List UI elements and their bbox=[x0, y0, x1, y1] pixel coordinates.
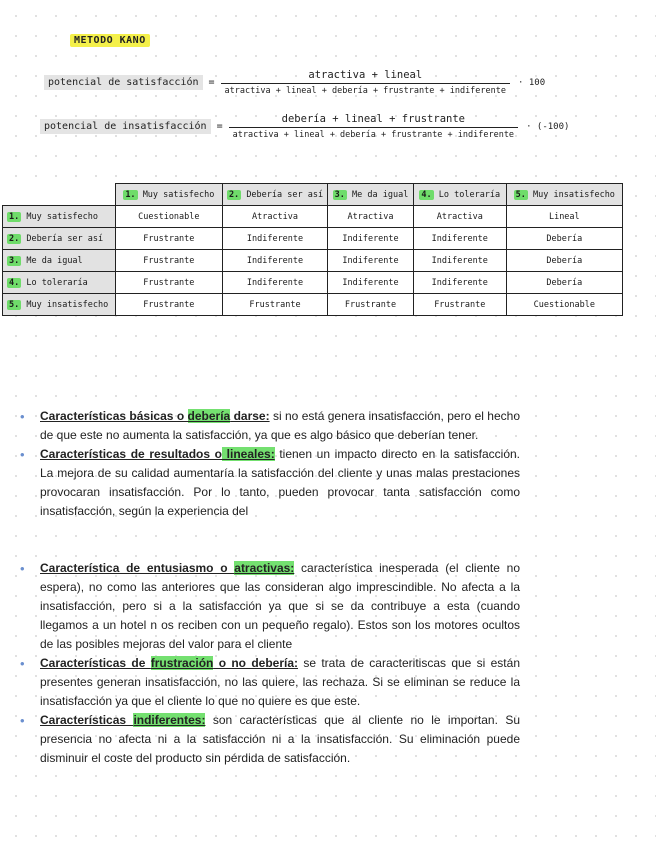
table-cell: Indiferente bbox=[328, 272, 414, 294]
table-cell: Indiferente bbox=[413, 250, 506, 272]
table-cell: Frustrante bbox=[115, 250, 222, 272]
row-header: 5. Muy insatisfecho bbox=[3, 294, 116, 316]
list-item bbox=[40, 407, 520, 445]
table-corner bbox=[3, 184, 116, 206]
denominator: atractiva + lineal + debería + frustrante + indiferente bbox=[229, 127, 518, 140]
term: Característica de entusiasmo o atractivas: bbox=[40, 561, 295, 575]
equals-sign: = bbox=[216, 121, 223, 132]
row-header: 4. Lo toleraría bbox=[3, 272, 116, 294]
dissatisfaction-formula bbox=[40, 113, 569, 140]
satisfaction-formula bbox=[44, 69, 545, 96]
satisfaction-label: potencial de satisfacción bbox=[44, 75, 203, 90]
table-header-row bbox=[3, 184, 623, 206]
term: Características de frustración o no debería: bbox=[40, 656, 299, 670]
fraction bbox=[229, 113, 518, 140]
table-cell: Debería bbox=[506, 250, 622, 272]
column-header: 5. Muy insatisfecho bbox=[506, 184, 622, 206]
table-cell: Frustrante bbox=[115, 294, 222, 316]
table-cell: Debería bbox=[506, 228, 622, 250]
dissatisfaction-label: potencial de insatisfacción bbox=[40, 119, 211, 134]
list-item bbox=[40, 711, 520, 768]
description: son características que al cliente no le importan. Su presencia no afecta ni a la satisfacción ni a la insatisfacción. Su eliminación puede disminuir el coste del producto sin pérdida de satisfacción. bbox=[40, 713, 520, 765]
table-row bbox=[3, 206, 623, 228]
row-header: 2. Debería ser así bbox=[3, 228, 116, 250]
table-cell: Frustrante bbox=[222, 294, 327, 316]
description: se trata de caracteritiscas que si están presentes generan insatisfacción, no las quiere, las rechaza. Si se eliminan se reduce la insatisfacción ya que el cliente lo que no quiere es que este. bbox=[40, 656, 520, 708]
table-cell: Frustrante bbox=[328, 294, 414, 316]
page-title: METODO KANO bbox=[70, 34, 150, 47]
table-cell: Atractiva bbox=[328, 206, 414, 228]
description: tienen un impacto directo en la satisfacción. La mejora de su calidad aumentaría la satisfacción del cliente y unas malas prestaciones provocaran insatisfacción. Por lo tanto, pueden provocar tanta satisfacción como insatisfacción, según la experiencia del bbox=[40, 447, 520, 518]
table-cell: Debería bbox=[506, 272, 622, 294]
table-cell: Indiferente bbox=[413, 272, 506, 294]
table-cell: Cuestionable bbox=[115, 206, 222, 228]
table-cell: Lineal bbox=[506, 206, 622, 228]
table-cell: Cuestionable bbox=[506, 294, 622, 316]
term: Características básicas o debería darse: bbox=[40, 409, 270, 423]
table-cell: Atractiva bbox=[222, 206, 327, 228]
fraction bbox=[221, 69, 510, 96]
multiplier: · 100 bbox=[518, 77, 546, 88]
description: característica inesperada (el cliente no espera), no como las anteriores que las consideran algo imprescindible. No afecta a la insatisfacción, pero si a la satisfacción ya que si se da contribuye a esta (cuando llegamos a un hotel n os reciben con un pequeño regalo). Estos son los motores ocultos de las posibles mejoras del valor para el cliente bbox=[40, 561, 520, 651]
column-header: 3. Me da igual bbox=[328, 184, 414, 206]
table-cell: Frustrante bbox=[115, 272, 222, 294]
table-cell: Indiferente bbox=[222, 272, 327, 294]
list-item bbox=[40, 445, 520, 521]
denominator: atractiva + lineal + debería + frustrante + indiferente bbox=[221, 83, 510, 96]
equals-sign: = bbox=[208, 77, 215, 88]
table-cell: Indiferente bbox=[328, 228, 414, 250]
table-row bbox=[3, 294, 623, 316]
multiplier: · (-100) bbox=[526, 121, 570, 132]
column-header: 4. Lo toleraría bbox=[413, 184, 506, 206]
kano-table bbox=[2, 183, 623, 316]
numerator: debería + lineal + frustrante bbox=[281, 113, 465, 125]
table-cell: Frustrante bbox=[413, 294, 506, 316]
term: Características de resultados o lineales: bbox=[40, 447, 275, 461]
description: si no está genera insatisfacción, pero el hecho de que este no aumenta la satisfacción, ya que es algo básico que deberían tener. bbox=[40, 409, 520, 442]
column-header: 2. Debería ser así bbox=[222, 184, 327, 206]
table-cell: Indiferente bbox=[328, 250, 414, 272]
column-header: 1. Muy satisfecho bbox=[115, 184, 222, 206]
row-header: 3. Me da igual bbox=[3, 250, 116, 272]
list-item bbox=[40, 559, 520, 654]
term: Características indiferentes: bbox=[40, 713, 206, 727]
table-cell: Indiferente bbox=[222, 250, 327, 272]
characteristics-list bbox=[18, 407, 520, 768]
table-cell: Frustrante bbox=[115, 228, 222, 250]
table-cell: Indiferente bbox=[222, 228, 327, 250]
list-item bbox=[40, 654, 520, 711]
numerator: atractiva + lineal bbox=[308, 69, 423, 81]
table-row bbox=[3, 272, 623, 294]
table-cell: Indiferente bbox=[413, 228, 506, 250]
table-cell: Atractiva bbox=[413, 206, 506, 228]
row-header: 1. Muy satisfecho bbox=[3, 206, 116, 228]
table-row bbox=[3, 250, 623, 272]
table-row bbox=[3, 228, 623, 250]
